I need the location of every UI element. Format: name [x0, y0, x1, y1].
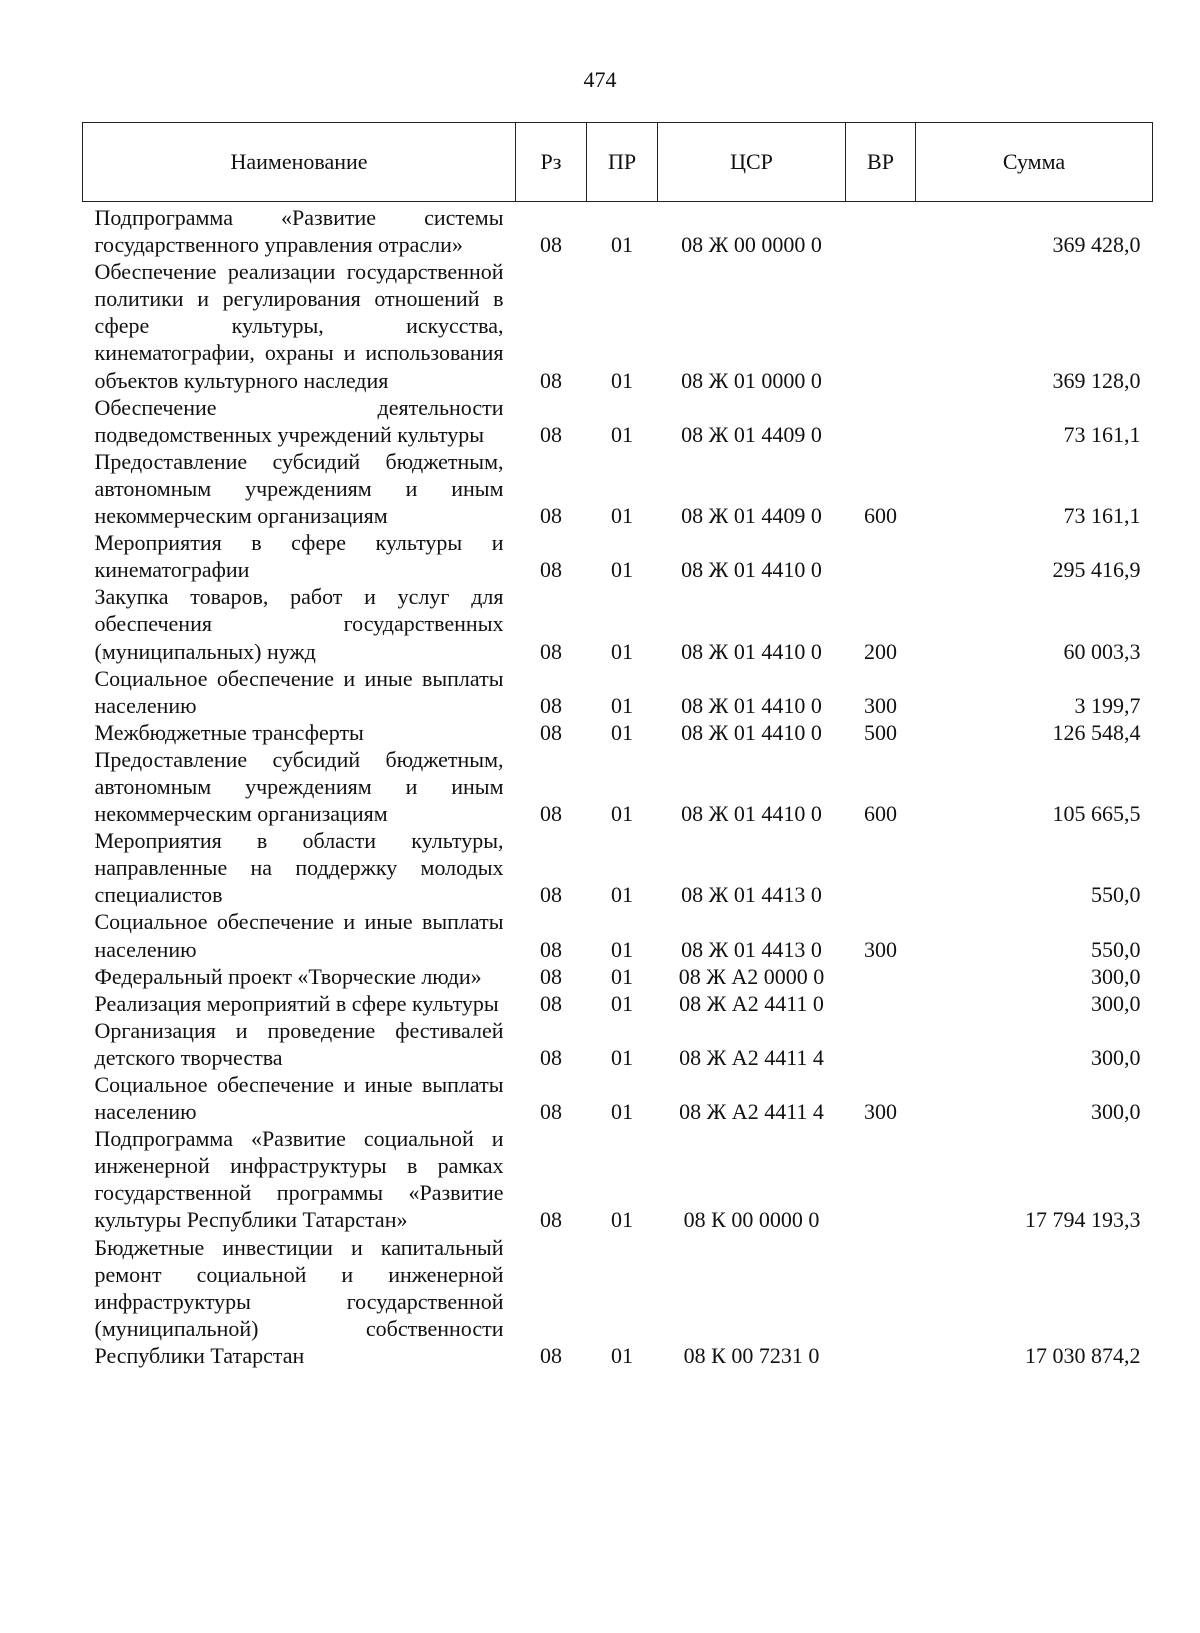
table-row — [83, 529, 1153, 583]
cell-vr: 300 — [864, 936, 897, 962]
table-row — [83, 394, 1153, 448]
cell-csr: 08 Ж А2 0000 0 — [678, 963, 825, 989]
cell-sum: 73 161,1 — [1063, 503, 1141, 529]
cell-vr — [846, 1125, 916, 1233]
cell-rz: 08 — [540, 638, 562, 664]
cell-vr — [846, 258, 916, 393]
table-row — [83, 827, 1153, 908]
table-header — [83, 123, 1153, 202]
cell-name: Реализация мероприятий в сфере культуры — [94, 990, 499, 1016]
table-row — [83, 746, 1153, 827]
cell-pr: 01 — [611, 1207, 633, 1233]
cell-csr: 08 Ж 01 4409 0 — [681, 503, 822, 529]
page-number: 474 — [583, 67, 617, 92]
table-row — [83, 258, 1153, 393]
cell-sum: 300,0 — [1091, 1044, 1141, 1070]
cell-pr: 01 — [611, 367, 633, 393]
cell-rz: 08 — [540, 1342, 562, 1368]
cell-name: Мероприятия в области культуры, направленные на поддержку молодых специалистов — [94, 828, 504, 908]
cell-csr: 08 Ж 01 4413 0 — [681, 936, 822, 962]
table-row — [83, 1017, 1153, 1071]
cell-sum: 369 128,0 — [1052, 367, 1141, 393]
cell-rz: 08 — [540, 719, 562, 745]
header-csr: ЦСР — [658, 123, 846, 202]
cell-name: Предоставление субсидий бюджетным, автономным учреждениям и иным некоммерческим организациям — [94, 448, 504, 529]
table-row — [83, 1234, 1153, 1369]
table-row — [83, 1071, 1153, 1125]
cell-vr — [846, 990, 916, 1017]
cell-sum: 105 665,5 — [1052, 801, 1141, 827]
cell-csr: 08 Ж 01 4410 0 — [681, 692, 822, 718]
cell-vr: 300 — [864, 1099, 897, 1125]
cell-pr: 01 — [611, 801, 633, 827]
table-row — [83, 448, 1153, 529]
header-row — [83, 123, 1153, 202]
cell-pr: 01 — [611, 557, 633, 583]
cell-rz: 08 — [540, 990, 562, 1016]
header-name: Наименование — [83, 123, 516, 202]
cell-rz: 08 — [540, 936, 562, 962]
cell-pr: 01 — [611, 1044, 633, 1070]
cell-name: Социальное обеспечение и иные выплаты населению — [94, 1072, 504, 1125]
cell-pr: 01 — [611, 1099, 633, 1125]
cell-vr: 200 — [864, 638, 897, 664]
cell-rz: 08 — [540, 1044, 562, 1070]
cell-name: Межбюджетные трансферты — [94, 719, 364, 745]
table-row — [83, 583, 1153, 664]
cell-rz: 08 — [540, 1099, 562, 1125]
cell-sum: 126 548,4 — [1052, 719, 1141, 745]
table-row — [83, 665, 1153, 719]
cell-csr: 08 Ж А2 4411 4 — [679, 1099, 824, 1125]
cell-rz: 08 — [540, 557, 562, 583]
cell-vr — [846, 1234, 916, 1369]
cell-name: Предоставление субсидий бюджетным, автономным учреждениям и иным некоммерческим организациям — [94, 746, 504, 827]
cell-sum: 550,0 — [1091, 936, 1141, 962]
cell-csr: 08 Ж 01 4410 0 — [681, 638, 822, 664]
cell-pr: 01 — [611, 421, 633, 447]
cell-pr: 01 — [611, 882, 633, 908]
cell-vr: 600 — [864, 801, 897, 827]
header-rz: Рз — [516, 123, 587, 202]
cell-name: Мероприятия в сфере культуры и кинематографии — [94, 530, 504, 583]
cell-name: Социальное обеспечение и иные выплаты населению — [94, 909, 504, 962]
cell-rz: 08 — [540, 503, 562, 529]
cell-sum: 300,0 — [1091, 990, 1141, 1016]
cell-rz: 08 — [540, 882, 562, 908]
cell-csr: 08 Ж 01 4413 0 — [681, 882, 822, 908]
cell-csr: 08 Ж 01 4410 0 — [681, 557, 822, 583]
cell-vr: 500 — [864, 719, 897, 745]
budget-table — [82, 122, 1153, 1369]
cell-name: Закупка товаров, работ и услуг для обеспечения государственных (муниципальных) нужд — [94, 584, 504, 664]
cell-name: Обеспечение реализации государственной политики и регулирования отношений в сфере культуры, искусства, кинематографии, охраны и использования объектов культурного наследия — [94, 259, 504, 393]
header-sum: Сумма — [916, 123, 1153, 202]
cell-sum: 17 794 193,3 — [1025, 1207, 1141, 1233]
table-row — [83, 963, 1153, 990]
cell-vr: 300 — [864, 692, 897, 718]
cell-pr: 01 — [611, 963, 633, 989]
cell-vr — [846, 827, 916, 908]
cell-vr — [846, 394, 916, 448]
cell-pr: 01 — [611, 1342, 633, 1368]
cell-rz: 08 — [540, 1207, 562, 1233]
cell-pr: 01 — [611, 719, 633, 745]
cell-csr: 08 Ж 00 0000 0 — [681, 232, 822, 258]
cell-csr: 08 Ж 01 4410 0 — [681, 801, 822, 827]
cell-pr: 01 — [611, 232, 633, 258]
cell-sum: 17 030 874,2 — [1025, 1342, 1141, 1368]
table-row — [83, 990, 1153, 1017]
cell-pr: 01 — [611, 936, 633, 962]
cell-name: Подпрограмма «Развитие системы государственного управления отрасли» — [94, 205, 504, 258]
cell-pr: 01 — [611, 503, 633, 529]
cell-csr: 08 Ж 01 4409 0 — [681, 421, 822, 447]
cell-sum: 295 416,9 — [1052, 557, 1141, 583]
cell-vr — [846, 529, 916, 583]
cell-vr — [846, 202, 916, 259]
header-vr: ВР — [846, 123, 916, 202]
cell-rz: 08 — [540, 232, 562, 258]
cell-csr: 08 Ж 01 0000 0 — [681, 367, 822, 393]
cell-rz: 08 — [540, 367, 562, 393]
cell-sum: 369 428,0 — [1052, 232, 1141, 258]
cell-sum: 73 161,1 — [1063, 421, 1141, 447]
cell-sum: 550,0 — [1091, 882, 1141, 908]
cell-sum: 60 003,3 — [1063, 638, 1141, 664]
table-row — [83, 719, 1153, 746]
cell-csr: 08 К 00 0000 0 — [683, 1207, 820, 1233]
cell-name: Бюджетные инвестиции и капитальный ремонт социальной и инженерной инфраструктуры государственной (муниципальной) собственности Республики Татарстан — [94, 1234, 504, 1368]
cell-pr: 01 — [611, 990, 633, 1016]
table-row — [83, 202, 1153, 259]
cell-rz: 08 — [540, 421, 562, 447]
cell-vr — [846, 1017, 916, 1071]
cell-vr: 600 — [864, 503, 897, 529]
table-body — [83, 202, 1153, 1370]
cell-name: Подпрограмма «Развитие социальной и инженерной инфраструктуры в рамках государственной программы «Развитие культуры Республики Татарстан» — [94, 1126, 504, 1233]
cell-pr: 01 — [611, 638, 633, 664]
cell-csr: 08 К 00 7231 0 — [683, 1342, 820, 1368]
cell-rz: 08 — [540, 692, 562, 718]
cell-name: Федеральный проект «Творческие люди» — [94, 963, 482, 989]
cell-csr: 08 Ж А2 4411 0 — [679, 990, 824, 1016]
table-row — [83, 908, 1153, 962]
cell-pr: 01 — [611, 692, 633, 718]
cell-name: Обеспечение деятельности подведомственных учреждений культуры — [94, 394, 504, 447]
table-row — [83, 1125, 1153, 1233]
cell-name: Социальное обеспечение и иные выплаты населению — [94, 665, 504, 718]
cell-sum: 300,0 — [1091, 963, 1141, 989]
cell-rz: 08 — [540, 801, 562, 827]
cell-rz: 08 — [540, 963, 562, 989]
cell-sum: 3 199,7 — [1074, 692, 1141, 718]
cell-sum: 300,0 — [1091, 1099, 1141, 1125]
cell-csr: 08 Ж А2 4411 4 — [679, 1044, 824, 1070]
cell-vr — [846, 963, 916, 990]
cell-name: Организация и проведение фестивалей детского творчества — [94, 1017, 504, 1070]
header-pr: ПР — [587, 123, 658, 202]
cell-csr: 08 Ж 01 4410 0 — [681, 719, 822, 745]
